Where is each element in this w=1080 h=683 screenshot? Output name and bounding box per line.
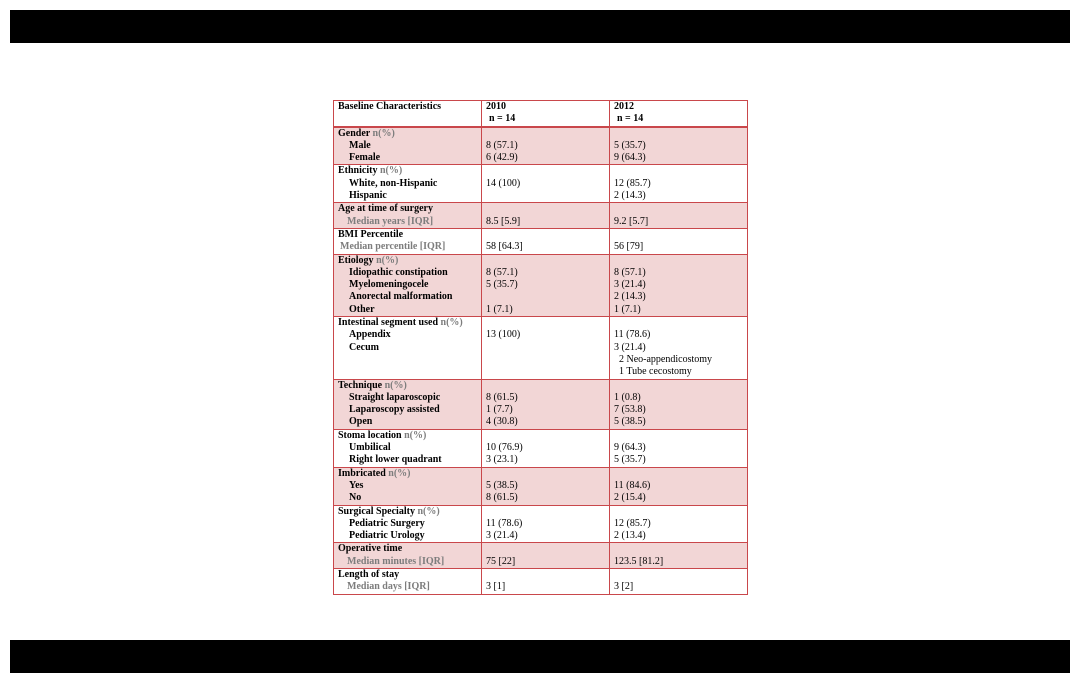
cell-2012: 123.5 [81.2] xyxy=(614,555,664,567)
group-surgical-specialty xyxy=(334,505,748,543)
cell-2010: 8 (57.1) xyxy=(486,266,518,278)
group-title: Operative time xyxy=(338,543,403,555)
cell-2012: 12 (85.7) xyxy=(614,517,651,529)
cell-2010: 8 (57.1) xyxy=(486,139,518,151)
group-unit: n(%) xyxy=(384,379,407,391)
cell-2012: 2 (15.4) xyxy=(614,492,646,504)
group-unit: n(%) xyxy=(372,127,395,139)
group-technique xyxy=(334,379,748,429)
cell-2010: 8 (61.5) xyxy=(486,492,518,504)
row-label: Open xyxy=(349,416,373,428)
row-label: Median percentile [IQR] xyxy=(340,241,446,253)
group-title: Surgical Specialty xyxy=(338,505,415,517)
cell-2010 xyxy=(486,291,605,303)
row-label: Myelomeningocele xyxy=(349,279,429,291)
group-title: Stoma location xyxy=(338,429,402,441)
cell-2012: 11 (84.6) xyxy=(614,479,651,491)
cell-2010 xyxy=(486,342,605,354)
table-row xyxy=(334,228,748,254)
row-label: Median minutes [IQR] xyxy=(347,555,445,567)
row-label: White, non-Hispanic xyxy=(349,177,438,189)
cell-2012: 12 (85.7) xyxy=(614,177,651,189)
cell-2012: 9 (64.3) xyxy=(614,152,646,164)
cell-2010: 3 (21.4) xyxy=(486,530,518,542)
cell-2010: 75 [22] xyxy=(486,555,516,567)
cell-2012: 2 (13.4) xyxy=(614,530,646,542)
cell-2012: 11 (78.6) xyxy=(614,329,651,341)
row-label: Female xyxy=(349,152,381,164)
table-row xyxy=(334,379,748,429)
cell-2012: 3 [2] xyxy=(614,581,634,593)
group-unit: n(%) xyxy=(376,254,399,266)
group-operative-time xyxy=(334,543,748,569)
table-row xyxy=(334,317,748,379)
row-label: Right lower quadrant xyxy=(349,454,442,466)
cell-2010: 4 (30.8) xyxy=(486,416,518,428)
group-title: Imbricated xyxy=(338,467,386,479)
table-row xyxy=(334,203,748,229)
group-length-of-stay xyxy=(334,568,748,594)
group-title: Technique xyxy=(338,379,383,391)
group-title: Age at time of surgery xyxy=(338,203,433,215)
cell-2010: 58 [64.3] xyxy=(486,241,523,253)
header-2010: 2010 n = 14 xyxy=(482,101,610,127)
cell-2010: 14 (100) xyxy=(486,177,521,189)
cell-2010: 3 [1] xyxy=(486,581,506,593)
cell-2010: 3 (23.1) xyxy=(486,454,518,466)
cell-2012: 2 (14.3) xyxy=(614,291,646,303)
cell-2012: 9.2 [5.7] xyxy=(614,215,649,227)
row-label: Hispanic xyxy=(349,190,387,202)
row-label: Median years [IQR] xyxy=(347,215,434,227)
table-row xyxy=(334,254,748,316)
header-characteristic: Baseline Characteristics xyxy=(334,101,482,127)
table-row xyxy=(334,429,748,467)
cell-2012: 5 (35.7) xyxy=(614,454,646,466)
cell-2012: 3 (21.4) xyxy=(614,341,646,353)
cell-2012: 5 (35.7) xyxy=(614,139,646,151)
row-label: Umbilical xyxy=(349,442,391,454)
cell-2010: 5 (38.5) xyxy=(486,479,518,491)
row-label: Anorectal malformation xyxy=(349,291,453,303)
cell-2012: 5 (38.5) xyxy=(614,416,646,428)
row-label: Laparoscopy assisted xyxy=(349,404,440,416)
bottom-letterbox-bar xyxy=(10,640,1070,673)
group-unit: n(%) xyxy=(417,505,440,517)
cell-2012: 3 (21.4) xyxy=(614,279,646,291)
top-letterbox-bar xyxy=(10,10,1070,43)
baseline-characteristics-table xyxy=(333,100,748,595)
row-label: Cecum xyxy=(349,341,379,353)
group-ethnicity xyxy=(334,165,748,203)
cell-2012: 7 (53.8) xyxy=(614,404,646,416)
row-label: Appendix xyxy=(349,329,391,341)
table-row xyxy=(334,467,748,505)
cell-2010: 5 (35.7) xyxy=(486,279,518,291)
cell-2012: 1 (0.8) xyxy=(614,391,641,403)
group-title: Intestinal segment used xyxy=(338,317,439,329)
cell-2012-note: 1 Tube cecostomy xyxy=(619,366,692,378)
row-label: No xyxy=(349,492,362,504)
group-stoma-location xyxy=(334,429,748,467)
cell-2010: 8 (61.5) xyxy=(486,391,518,403)
group-title: Gender xyxy=(338,127,371,139)
group-imbricated xyxy=(334,467,748,505)
group-unit: n(%) xyxy=(404,429,427,441)
cell-2010: 11 (78.6) xyxy=(486,517,523,529)
header-2012: 2012 n = 14 xyxy=(610,101,748,127)
cell-2010 xyxy=(486,190,605,202)
cell-2012-note: 2 Neo-appendicostomy xyxy=(619,353,713,365)
group-unit: n(%) xyxy=(379,165,403,177)
row-label: Yes xyxy=(349,479,364,491)
table-row xyxy=(334,127,748,165)
row-label: Median days [IQR] xyxy=(347,581,430,593)
cell-2010: 13 (100) xyxy=(486,329,521,341)
group-gender xyxy=(334,127,748,165)
group-title: BMI Percentile xyxy=(338,228,404,240)
group-bmi xyxy=(334,228,748,254)
row-label: Pediatric Surgery xyxy=(349,517,425,529)
group-unit: n(%) xyxy=(388,467,411,479)
table-row xyxy=(334,543,748,569)
cell-2012: 1 (7.1) xyxy=(614,303,641,315)
row-label: Other xyxy=(349,303,375,315)
cell-2010: 1 (7.1) xyxy=(486,303,513,315)
table-header-row xyxy=(334,101,748,127)
cell-2012: 8 (57.1) xyxy=(614,266,646,278)
row-label: Straight laparoscopic xyxy=(349,391,441,403)
group-etiology xyxy=(334,254,748,316)
table-row xyxy=(334,505,748,543)
row-label: Male xyxy=(349,139,371,151)
group-age xyxy=(334,203,748,229)
cell-2010: 8.5 [5.9] xyxy=(486,215,521,227)
group-intestinal-segment xyxy=(334,317,748,379)
group-title: Etiology xyxy=(338,254,374,266)
cell-2010: 6 (42.9) xyxy=(486,152,518,164)
cell-2010: 10 (76.9) xyxy=(486,442,523,454)
cell-2010: 1 (7.7) xyxy=(486,404,513,416)
group-title: Length of stay xyxy=(338,568,400,580)
row-label: Idiopathic constipation xyxy=(349,266,448,278)
group-title: Ethnicity xyxy=(338,165,378,177)
cell-2012: 2 (14.3) xyxy=(614,190,646,202)
table-row xyxy=(334,165,748,203)
table-row xyxy=(334,568,748,594)
cell-2012: 9 (64.3) xyxy=(614,442,646,454)
cell-2012: 56 [79] xyxy=(614,241,644,253)
group-unit: n(%) xyxy=(440,317,463,329)
row-label: Pediatric Urology xyxy=(349,530,425,542)
